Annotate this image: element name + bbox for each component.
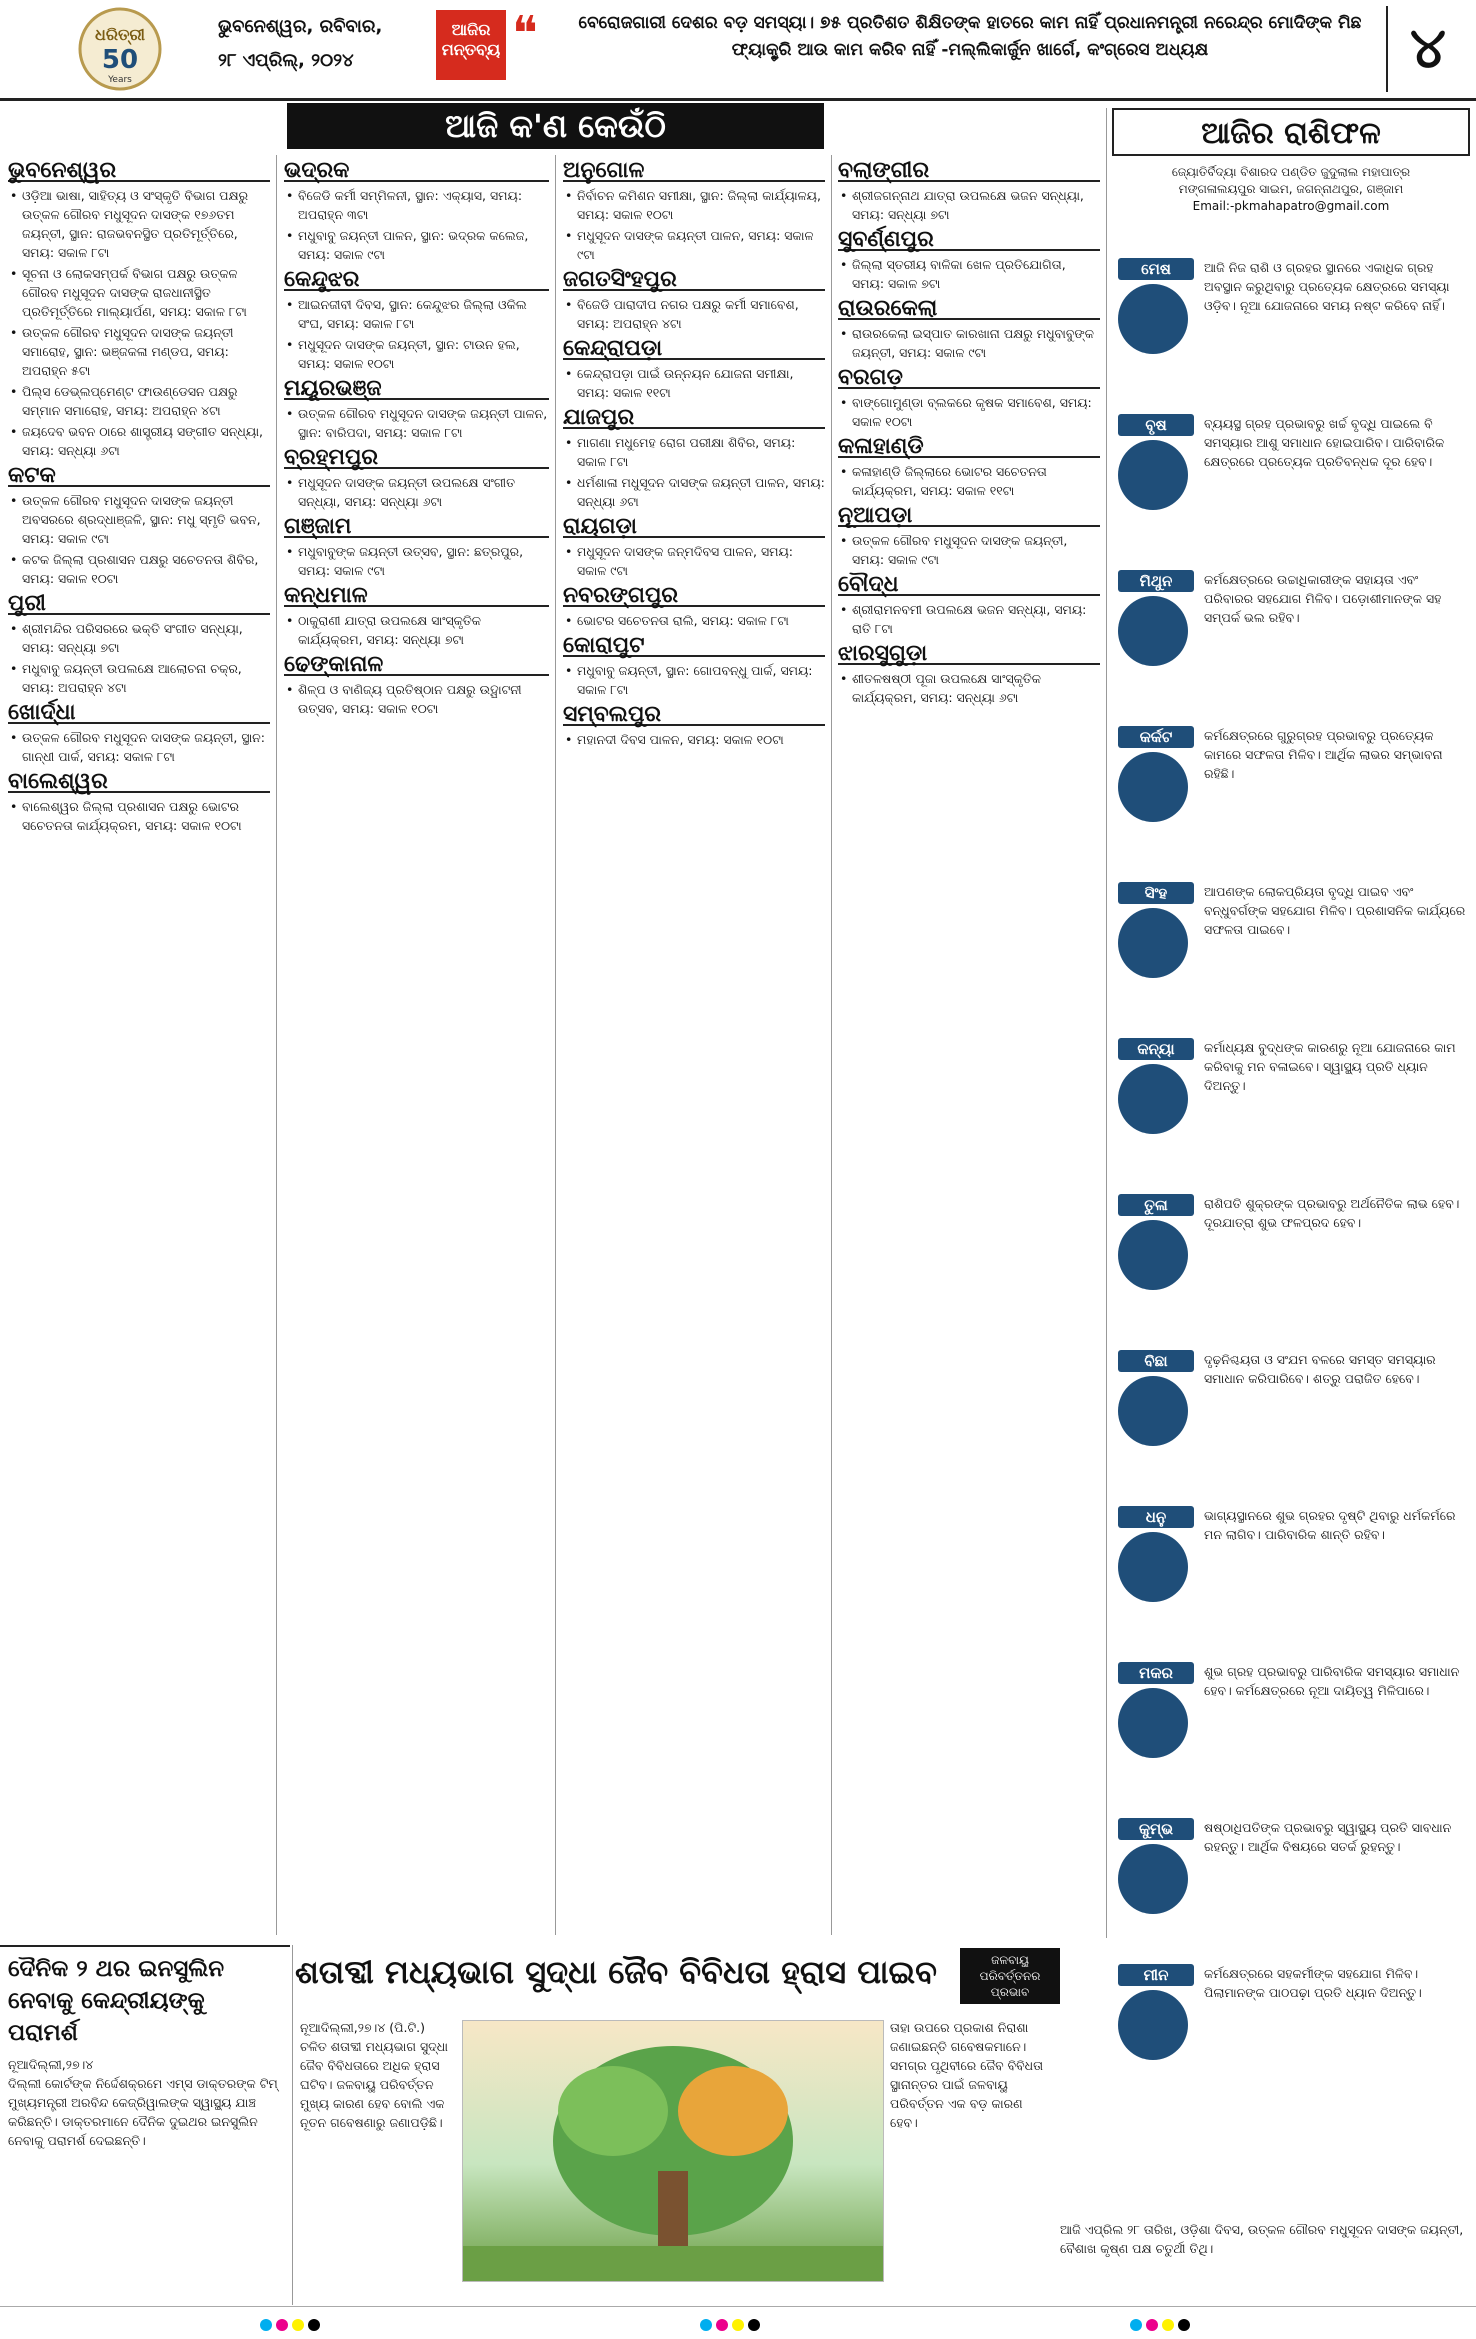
district-heading: ନବରଙ୍ଗପୁର	[563, 586, 825, 607]
health-dateline: ନୂଆଦିଲ୍ଲୀ,୨୭।୪	[8, 2057, 94, 2072]
rashi-entry	[1112, 1506, 1470, 1636]
event-item: • ଉତ୍କଳ ଗୌରବ ମଧୁସୂଦନ ଦାସଙ୍କ ଜୟନ୍ତୀ ଅବସରରେ ଶ୍ରଦ୍ଧାଞ୍ଜଳି, ସ୍ଥାନ: ମଧୁ ସ୍ମୃତି ଭବନ, ସମୟ: ସକାଳ ୯ଟା	[8, 491, 270, 548]
dateline-place: ଭୁବନେଶ୍ୱର, ରବିବାର,	[218, 16, 383, 37]
astrologer-address: ମଙ୍ଗଳାଲୟପୁର ସାଇମ, ଜଗନ୍ନାଥପୁର, ଗଞ୍ଜାମ	[1178, 182, 1404, 196]
column-divider	[1106, 108, 1107, 1938]
biodiversity-illustration	[462, 2020, 884, 2282]
twins-icon	[1118, 596, 1188, 666]
masthead	[0, 0, 1476, 101]
archer-icon	[1118, 1532, 1188, 1602]
event-item: • ଭୋଟର ସଚେତନତା ରାଲି, ସମୟ: ସକାଳ ୮ଟା	[563, 611, 825, 630]
astrologer-email: Email:-pkmahapatro@gmail.com	[1192, 199, 1390, 213]
health-headline: ଦୈନିକ ୨ ଥର ଇନସୁଲିନ ନେବାକୁ କେନ୍ଦ୍ରୀୟଙ୍କୁ ପରାମର୍ଶ	[8, 1956, 225, 2046]
magenta-swatch	[1146, 2319, 1158, 2331]
rashi-name: ମିଥୁନ	[1118, 570, 1194, 592]
bull-icon	[1118, 440, 1188, 510]
event-item: • ଉତ୍କଳ ଗୌରବ ମଧୁସୂଦନ ଦାସଙ୍କ ଜୟନ୍ତୀ ପାଳନ, ସ୍ଥାନ: ବାରିପଦା, ସମୟ: ସକାଳ ୮ଟା	[284, 404, 549, 442]
district-heading: ପୁରୀ	[8, 594, 270, 615]
ram-icon	[1118, 284, 1188, 354]
district-heading: କେନ୍ଦୁଝର	[284, 270, 549, 291]
district-heading: ଗଞ୍ଜାମ	[284, 517, 549, 538]
rashi-text: କର୍ମକ୍ଷେତ୍ରରେ ସହକର୍ମୀଙ୍କ ସହଯୋଗ ମିଳିବ। ପିଲାମାନଙ୍କ ପାଠପଢ଼ା ପ୍ରତି ଧ୍ୟାନ ଦିଅନ୍ତୁ।	[1204, 1966, 1422, 2000]
fish-icon	[1118, 1990, 1188, 2060]
column-divider	[276, 155, 277, 1935]
rashi-entry	[1112, 1964, 1470, 2094]
rashi-name: କର୍କଟ	[1118, 726, 1194, 748]
event-item: • ଶ୍ରୀରାମନବମୀ ଉପଲକ୍ଷେ ଭଜନ ସନ୍ଧ୍ୟା, ସମୟ: ରାତି ୮ଟା	[838, 600, 1100, 638]
district-heading: କୋରାପୁଟ	[563, 636, 825, 657]
event-item: • ଶୀତଳଷଷ୍ଠୀ ପୂଜା ଉପଲକ୍ଷେ ସାଂସ୍କୃତିକ କାର୍ଯ୍ୟକ୍ରମ, ସମୟ: ସନ୍ଧ୍ୟା ୬ଟା	[838, 669, 1100, 707]
page-number: ୪	[1386, 6, 1468, 92]
cyan-swatch	[1130, 2319, 1142, 2331]
rashi-text: ଶୁଭ ଗ୍ରହ ପ୍ରଭାବରୁ ପାରିବାରିକ ସମସ୍ୟାର ସମାଧାନ ହେବ। କର୍ମକ୍ଷେତ୍ରରେ ନୂଆ ଦାୟିତ୍ୱ ମିଳିପାରେ।	[1204, 1664, 1460, 1698]
district-heading: ଅନୁଗୋଳ	[563, 161, 825, 182]
rashi-text: ଷଷ୍ଠାଧିପତିଙ୍କ ପ୍ରଭାବରୁ ସ୍ୱାସ୍ଥ୍ୟ ପ୍ରତି ସାବଧାନ ରହନ୍ତୁ। ଆର୍ଥିକ ବିଷୟରେ ସତର୍କ ରୁହନ୍ତୁ।	[1204, 1820, 1452, 1854]
water-bearer-icon	[1118, 1844, 1188, 1914]
rashi-name: ସିଂହ	[1118, 882, 1194, 904]
rashi-name: ମକର	[1118, 1662, 1194, 1684]
district-heading: ମୟୂରଭଞ୍ଜ	[284, 379, 549, 400]
event-item: • ବିଜେଡି କର୍ମୀ ସମ୍ମିଳନୀ, ସ୍ଥାନ: ଏକ୍ୟାସ, ସମୟ: ଅପରାହ୍ନ ୩ଟା	[284, 186, 549, 224]
event-item: • ମହାନଦୀ ଦିବସ ପାଳନ, ସମୟ: ସକାଳ ୧୦ଟା	[563, 730, 825, 749]
event-item: • ଓଡ଼ିଆ ଭାଷା, ସାହିତ୍ୟ ଓ ସଂସ୍କୃତି ବିଭାଗ ପକ୍ଷରୁ ଉତ୍କଳ ଗୌରବ ମଧୁସୂଦନ ଦାସଙ୍କ ୧୭୬ତମ ଜୟନ୍ତୀ, ସ୍ଥାନ: ରାଜଭବନସ୍ଥିତ ପ୍ରତିମୂର୍ତ୍ତିରେ, ସମୟ: ସକାଳ ୮ଟା	[8, 186, 270, 262]
district-heading: ସୁବର୍ଣ୍ଣପୁର	[838, 230, 1100, 251]
event-item: • ସୂଚନା ଓ ଲୋକସମ୍ପର୍କ ବିଭାଗ ପକ୍ଷରୁ ଉତ୍କଳ ଗୌରବ ମଧୁସୂଦନ ଦାସଙ୍କ ରାଜଧାନୀସ୍ଥିତ ପ୍ରତିମୂର୍ତ୍ତିରେ ମାଲ୍ୟାର୍ପଣ, ସମୟ: ସକାଳ ୮ଟା	[8, 264, 270, 321]
rashi-entry	[1112, 1350, 1470, 1480]
rashi-text: ରାଶିପତି ଶୁକ୍ରଙ୍କ ପ୍ରଭାବରୁ ଅର୍ଥନୈତିକ ଲାଭ ହେବ। ଦୂରଯାତ୍ରା ଶୁଭ ଫଳପ୍ରଦ ହେବ।	[1204, 1196, 1460, 1230]
rashi-name: ଧନୁ	[1118, 1506, 1194, 1528]
event-item: • ମଧୁବାବୁ ଜୟନ୍ତୀ ଉପଲକ୍ଷେ ଆଲୋଚନା ଚକ୍ର, ସମୟ: ଅପରାହ୍ନ ୪ଟା	[8, 659, 270, 697]
horoscope-byline	[1112, 164, 1470, 215]
scales-icon	[1118, 1220, 1188, 1290]
rashi-name: ମେଷ	[1118, 258, 1194, 280]
rashi-text: ଆଜି ନିଜ ରାଶି ଓ ଗ୍ରହର ସ୍ଥାନରେ ଏକାଧିକ ଗ୍ରହ ଅବସ୍ଥାନ କରୁଥିବାରୁ ପ୍ରତ୍ୟେକ କ୍ଷେତ୍ରରେ ସମସ୍ୟା ଓଡ଼ିବ। ନୂଆ ଯୋଜନାରେ ସମୟ ନଷ୍ଟ କରିବେ ନାହିଁ।	[1204, 260, 1450, 313]
event-item: • ମଧୁବାବୁ ଜୟନ୍ତୀ, ସ୍ଥାନ: ଗୋପବନ୍ଧୁ ପାର୍କ, ସମୟ: ସକାଳ ୮ଟା	[563, 661, 825, 699]
district-heading: ଭୁବନେଶ୍ୱର	[8, 161, 270, 182]
district-heading: ବରଗଡ଼	[838, 368, 1100, 389]
dateline	[218, 10, 428, 78]
event-item: • ଠାକୁରାଣୀ ଯାତ୍ରା ଉପଲକ୍ଷେ ସାଂସ୍କୃତିକ କାର୍ଯ୍ୟକ୍ରମ, ସମୟ: ସନ୍ଧ୍ୟା ୭ଟା	[284, 611, 549, 649]
event-item: • ଶିଳ୍ପ ଓ ବାଣିଜ୍ୟ ପ୍ରତିଷ୍ଠାନ ପକ୍ଷରୁ ଉଦ୍ଘାଟନୀ ଉତ୍ସବ, ସମୟ: ସକାଳ ୧୦ଟା	[284, 680, 549, 718]
column-1	[8, 155, 270, 1935]
event-item: • ଉତ୍କଳ ଗୌରବ ମଧୁସୂଦନ ଦାସଙ୍କ ଜୟନ୍ତୀ ସମାରୋହ, ସ୍ଥାନ: ଭଞ୍ଜକଳା ମଣ୍ଡପ, ସମୟ: ଅପରାହ୍ନ ୫ଟା	[8, 323, 270, 380]
quote-badge: ଆଜିର ମନ୍ତବ୍ୟ	[436, 10, 506, 80]
district-heading: ବୌଦ୍ଧ	[838, 575, 1100, 596]
svg-text:ଧରିତ୍ରୀ: ଧରିତ୍ରୀ	[95, 25, 145, 44]
quote-mark-icon: ❝	[512, 6, 538, 62]
section-banner: ଆଜି କ'ଣ କେଉଁଠି	[287, 103, 824, 149]
yellow-swatch	[1162, 2319, 1174, 2331]
event-item: • ଜୟଦେବ ଭବନ ଠାରେ ଶାସ୍ତ୍ରୀୟ ସଙ୍ଗୀତ ସନ୍ଧ୍ୟା, ସମୟ: ସନ୍ଧ୍ୟା ୬ଟା	[8, 422, 270, 460]
district-heading: ବଲାଙ୍ଗୀର	[838, 161, 1100, 182]
astrologer-name: ଜ୍ୟୋତିର୍ବିଦ୍ୟା ବିଶାରଦ ପଣ୍ଡିତ ଜୁଦୁଲାଲ ମହାପାତ୍ର	[1171, 165, 1411, 179]
district-heading: ବ୍ରହ୍ମପୁର	[284, 448, 549, 469]
district-heading: ସମ୍ବଲପୁର	[563, 705, 825, 726]
rashi-text: କର୍ମାଧ୍ୟକ୍ଷ ବୁଦ୍ଧଙ୍କ କାରଣରୁ ନୂଆ ଯୋଜନାରେ କାମ କରିବାକୁ ମନ ବଳାଇବେ। ସ୍ୱାସ୍ଥ୍ୟ ପ୍ରତି ଧ୍ୟାନ ଦିଅନ୍ତୁ।	[1204, 1040, 1456, 1093]
feature-headline: ଶତାବ୍ଦୀ ମଧ୍ୟଭାଗ ସୁଦ୍ଧା ଜୈବ ବିବିଧତା ହ୍ରାସ ପାଇବ	[295, 1953, 937, 1991]
feature-tag: ଜଳବାୟୁ ପରିବର୍ତ୍ତନର ପ୍ରଭାବ	[960, 1948, 1060, 2004]
rashi-name: କୁମ୍ଭ	[1118, 1818, 1194, 1840]
district-heading: ଜଗତସିଂହପୁର	[563, 270, 825, 291]
event-item: • କେନ୍ଦ୍ରାପଡ଼ା ପାଇଁ ଉନ୍ନୟନ ଯୋଜନା ସମୀକ୍ଷା, ସମୟ: ସକାଳ ୧୧ଟା	[563, 364, 825, 402]
district-heading: ଖୋର୍ଦ୍ଧା	[8, 703, 270, 724]
district-heading: ନୂଆପଡ଼ା	[838, 506, 1100, 527]
cyan-swatch	[260, 2319, 272, 2331]
svg-text:50: 50	[101, 45, 139, 75]
print-registration-bar	[0, 2306, 1476, 2339]
event-item: • ରାଉରକେଲା ଇସ୍ପାତ କାରଖାନା ପକ୍ଷରୁ ମଧୁବାବୁଙ୍କ ଜୟନ୍ତୀ, ସମୟ: ସକାଳ ୯ଟା	[838, 324, 1100, 362]
feature-right-column	[890, 2018, 1050, 2303]
black-swatch	[308, 2319, 320, 2331]
district-heading: କନ୍ଧମାଳ	[284, 586, 549, 607]
lion-icon	[1118, 908, 1188, 978]
event-item: • କଟକ ଜିଲ୍ଲା ପ୍ରଶାସନ ପକ୍ଷରୁ ସଚେତନତା ଶିବିର, ସମୟ: ସକାଳ ୧୦ଟା	[8, 550, 270, 588]
event-item: • ମାଗଣା ମଧୁମେହ ରୋଗ ପରୀକ୍ଷା ଶିବିର, ସମୟ: ସକାଳ ୮ଟା	[563, 433, 825, 471]
feature-text-left: ଚଳିତ ଶତାବ୍ଦୀ ମଧ୍ୟଭାଗ ସୁଦ୍ଧା ଜୈବ ବିବିଧତାରେ ଅଧିକ ହ୍ରାସ ଘଟିବ। ଜଳବାୟୁ ପରିବର୍ତ୍ତନ ମୁଖ୍ୟ କାରଣ ହେବ ବୋଲି ଏକ ନୂତନ ଗବେଷଣାରୁ ଜଣାପଡ଼ିଛି।	[300, 2039, 449, 2130]
event-item: • ଶ୍ରୀମନ୍ଦିର ପରିସରରେ ଭକ୍ତି ସଂଗୀତ ସନ୍ଧ୍ୟା, ସମୟ: ସନ୍ଧ୍ୟା ୭ଟା	[8, 619, 270, 657]
rashi-entry	[1112, 258, 1470, 388]
event-item: • ଜିଲ୍ଲା ସ୍ତରୀୟ ବାଳିକା ଖେଳ ପ୍ରତିଯୋଗିତା, ସମୟ: ସକାଳ ୭ଟା	[838, 255, 1100, 293]
column-divider	[555, 155, 556, 1935]
event-item: • ମଧୁବାବୁଙ୍କ ଜୟନ୍ତୀ ଉତ୍ସବ, ସ୍ଥାନ: ଛତ୍ରପୁର, ସମୟ: ସକାଳ ୯ଟା	[284, 542, 549, 580]
magenta-swatch	[716, 2319, 728, 2331]
anniversary-logo	[40, 6, 200, 92]
goat-icon	[1118, 1688, 1188, 1758]
rashi-name: ବିଛା	[1118, 1350, 1194, 1372]
day-info: ଆଜି ଏପ୍ରିଲ ୨୮ ତାରିଖ, ଓଡ଼ିଶା ଦିବସ, ଉତ୍କଳ ଗୌରବ ମଧୁସୂଦନ ଦାସଙ୍କ ଜୟନ୍ତୀ, ବୈଶାଖ କୃଷ୍ଣ ପକ୍ଷ ଚତୁର୍ଥୀ ତିଥି।	[1060, 2222, 1464, 2256]
event-item: • ମଧୁସୂଦନ ଦାସଙ୍କ ଜୟନ୍ତୀ ଉପଲକ୍ଷେ ସଂଗୀତ ସନ୍ଧ୍ୟା, ସମୟ: ସନ୍ଧ୍ୟା ୬ଟା	[284, 473, 549, 511]
event-item: • ଶ୍ରୀଜଗନ୍ନାଥ ଯାତ୍ରା ଉପଲକ୍ଷେ ଭଜନ ସନ୍ଧ୍ୟା, ସମୟ: ସନ୍ଧ୍ୟା ୭ଟା	[838, 186, 1100, 224]
rashi-text: ଦୃଢ଼ନିଶ୍ଚୟତା ଓ ସଂଯମ ବଳରେ ସମସ୍ତ ସମସ୍ୟାର ସମାଧାନ କରିପାରିବେ। ଶତ୍ରୁ ପରାଜିତ ହେବେ।	[1204, 1352, 1436, 1386]
rashi-text: ଭାଗ୍ୟସ୍ଥାନରେ ଶୁଭ ଗ୍ରହର ଦୃଷ୍ଟି ଥିବାରୁ ଧର୍ମକର୍ମରେ ମନ ଲାଗିବ। ପାରିବାରିକ ଶାନ୍ତି ରହିବ।	[1204, 1508, 1456, 1542]
cyan-swatch	[700, 2319, 712, 2331]
district-heading: କେନ୍ଦ୍ରାପଡ଼ା	[563, 339, 825, 360]
column-divider	[292, 1945, 293, 2305]
column-3	[563, 155, 825, 1935]
earth-tree-icon	[463, 2021, 883, 2281]
event-item: • ବାଲେଶ୍ୱର ଜିଲ୍ଲା ପ୍ରଶାସନ ପକ୍ଷରୁ ଭୋଟର ସଚେତନତା କାର୍ଯ୍ୟକ୍ରମ, ସମୟ: ସକାଳ ୧୦ଟା	[8, 797, 270, 835]
event-item: • ମଧୁବାବୁ ଜୟନ୍ତୀ ପାଳନ, ସ୍ଥାନ: ଭଦ୍ରକ କଲେଜ, ସମୟ: ସକାଳ ୯ଟା	[284, 226, 549, 264]
event-item: • ନିର୍ବାଚନ କମିଶନ ସମୀକ୍ଷା, ସ୍ଥାନ: ଜିଲ୍ଲା କାର୍ଯ୍ୟାଳୟ, ସମୟ: ସକାଳ ୧୦ଟା	[563, 186, 825, 224]
event-item: • ଆଇନଜୀବୀ ଦିବସ, ସ୍ଥାନ: କେନ୍ଦୁଝର ଜିଲ୍ଲା ଓକିଲ ସଂଘ, ସମୟ: ସକାଳ ୮ଟା	[284, 295, 549, 333]
district-heading: ରାଉରକେଲା	[838, 299, 1100, 320]
rashi-name: କନ୍ୟା	[1118, 1038, 1194, 1060]
district-heading: ଯାଜପୁର	[563, 408, 825, 429]
rashi-entry	[1112, 414, 1470, 544]
maiden-icon	[1118, 1064, 1188, 1134]
horoscope-heading: ଆଜିର ରାଶିଫଳ	[1112, 108, 1470, 156]
district-heading: ରାୟଗଡ଼ା	[563, 517, 825, 538]
rashi-name: ମୀନ	[1118, 1964, 1194, 1986]
rashi-entry	[1112, 1662, 1470, 1792]
event-item: • ମଧୁସୂଦନ ଦାସଙ୍କ ଜୟନ୍ତୀ ପାଳନ, ସମୟ: ସକାଳ ୯ଟା	[563, 226, 825, 264]
event-item: • ବାଙ୍ଗୋମୁଣ୍ଡା ବ୍ଲକରେ କୃଷକ ସମାବେଶ, ସମୟ: ସକାଳ ୧୦ଟା	[838, 393, 1100, 431]
rashi-entry	[1112, 1194, 1470, 1324]
rashi-entry	[1112, 570, 1470, 700]
svg-text:Years: Years	[108, 75, 132, 85]
event-item: • ଉତ୍କଳ ଗୌରବ ମଧୁସୂଦନ ଦାସଙ୍କ ଜୟନ୍ତୀ, ସ୍ଥାନ: ଗାନ୍ଧୀ ପାର୍କ, ସମୟ: ସକାଳ ୮ଟା	[8, 728, 270, 766]
event-item: • ଧର୍ମଶାଳା ମଧୁସୂଦନ ଦାସଙ୍କ ଜୟନ୍ତୀ ପାଳନ, ସମୟ: ସନ୍ଧ୍ୟା ୬ଟା	[563, 473, 825, 511]
rashi-text: ବ୍ୟୟସ୍ଥ ଗ୍ରହ ପ୍ରଭାବରୁ ଖର୍ଚ୍ଚ ବୃଦ୍ଧି ପାଇଲେ ବି ସମସ୍ୟାର ଆଶୁ ସମାଧାନ ହୋଇପାରିବ। ପାରିବାରିକ କ୍ଷେତ୍ରରେ ପ୍ରତ୍ୟେକ ପ୍ରତିବନ୍ଧକ ଦୂର ହେବ।	[1204, 416, 1445, 469]
district-heading: ଢେଙ୍କାନାଳ	[284, 655, 549, 676]
rashi-entry	[1112, 726, 1470, 856]
district-heading: ବାଲେଶ୍ୱର	[8, 772, 270, 793]
event-item: • ମଧୁସୂଦନ ଦାସଙ୍କ ଜୟନ୍ତୀ, ସ୍ଥାନ: ଟାଉନ ହଲ, ସମୟ: ସକାଳ ୧୦ଟା	[284, 335, 549, 373]
yellow-swatch	[292, 2319, 304, 2331]
rashi-text: କର୍ମକ୍ଷେତ୍ରରେ ଉଚ୍ଚାଧିକାରୀଙ୍କ ସହାୟତା ଏବଂ ପରିବାରର ସହଯୋଗ ମିଳିବ। ପଡ଼ୋଶୀମାନଙ୍କ ସହ ସମ୍ପର୍କ ଭଲ ରହିବ।	[1204, 572, 1442, 625]
district-heading: ଭଦ୍ରକ	[284, 161, 549, 182]
rashi-text: କର୍ମକ୍ଷେତ୍ରରେ ଗୁରୁଗ୍ରହ ପ୍ରଭାବରୁ ପ୍ରତ୍ୟେକ କାମରେ ସଫଳତା ମିଳିବ। ଆର୍ଥିକ ଲାଭର ସମ୍ଭାବନା ରହିଛି।	[1204, 728, 1443, 781]
black-swatch	[1178, 2319, 1190, 2331]
column-2	[284, 155, 549, 1935]
district-heading: କଟକ	[8, 466, 270, 487]
yellow-swatch	[732, 2319, 744, 2331]
rashi-entry	[1112, 1038, 1470, 1168]
magenta-swatch	[276, 2319, 288, 2331]
dateline-date: ୨୮ ଏପ୍ରିଲ୍, ୨୦୨୪	[218, 50, 354, 71]
district-heading: କଳାହାଣ୍ଡି	[838, 437, 1100, 458]
district-heading: ଝାରସୁଗୁଡ଼ା	[838, 644, 1100, 665]
rashi-text: ଆପଣଙ୍କ ଲୋକପ୍ରିୟତା ବୃଦ୍ଧି ପାଇବ ଏବଂ ବନ୍ଧୁବର୍ଗଙ୍କ ସହଯୋଗ ମିଳିବ। ପ୍ରଶାସନିକ କାର୍ଯ୍ୟରେ ସଫଳତା ପାଇବେ।	[1204, 884, 1466, 937]
event-item: • ଉତ୍କଳ ଗୌରବ ମଧୁସୂଦନ ଦାସଙ୍କ ଜୟନ୍ତୀ, ସମୟ: ସକାଳ ୯ଟା	[838, 531, 1100, 569]
event-item: • ପିଲ୍ସ ଡେଭ୍‌ଲପ୍‌ମେଣ୍ଟ ଫାଉଣ୍ଡେସନ ପକ୍ଷରୁ ସମ୍ମାନ ସମାରୋହ, ସମୟ: ଅପରାହ୍ନ ୪ଟା	[8, 382, 270, 420]
scorpion-icon	[1118, 1376, 1188, 1446]
rashi-name: ତୁଳା	[1118, 1194, 1194, 1216]
quote-of-day: ବେରୋଜଗାରୀ ଦେଶର ବଡ଼ ସମସ୍ୟା। ୭୫ ପ୍ରତିଶତ ଶିକ୍ଷିତଙ୍କ ହାତରେ କାମ ନାହିଁ ପ୍ରଧାନମନ୍ତ୍ରୀ ନରେନ୍ଦ୍ର ମୋଦିଙ୍କ ମିଛ ଫ୍ୟାକ୍ଟ୍ରି ଆଉ କାମ କରିବ ନାହିଁ -ମଲ୍ଲିକାର୍ଜୁନ ଖାର୍ଗେ, କଂଗ୍ରେସ ଅଧ୍ୟକ୍ଷ	[578, 13, 1362, 60]
feature-left-column	[300, 2018, 455, 2303]
column-divider	[831, 155, 832, 1935]
rashi-name: ବୃଷ	[1118, 414, 1194, 436]
feature-dateline: ନୂଆଦିଲ୍ଲୀ,୨୭।୪ (ପି.ଟି.)	[300, 2020, 425, 2035]
rashi-entry	[1112, 882, 1470, 1012]
event-item: • ମଧୁସୂଦନ ଦାସଙ୍କ ଜନ୍ମଦିବସ ପାଳନ, ସମୟ: ସକାଳ ୯ଟା	[563, 542, 825, 580]
black-swatch	[748, 2319, 760, 2331]
health-body: ଦିଲ୍ଲୀ କୋର୍ଟଙ୍କ ନିର୍ଦ୍ଦେଶକ୍ରମେ ଏମ୍ସ ଡାକ୍ତରଙ୍କ ଟିମ୍ ମୁଖ୍ୟମନ୍ତ୍ରୀ ଅରବିନ୍ଦ କେଜ୍ରିୱାଲଙ୍କ ସ୍ୱାସ୍ଥ୍ୟ ଯାଞ୍ଚ କରିଛନ୍ତି। ଡାକ୍ତରମାନେ ଦୈନିକ ଦୁଇଥର ଇନସୁଲିନ ନେବାକୁ ପରାମର୍ଶ ଦେଇଛନ୍ତି।	[8, 2076, 278, 2148]
event-item: • କଳାହାଣ୍ଡି ଜିଲ୍ଲାରେ ଭୋଟର ସଚେତନତା କାର୍ଯ୍ୟକ୍ରମ, ସମୟ: ସକାଳ ୧୧ଟା	[838, 462, 1100, 500]
event-item: • ବିଜେଡି ପାରାଦୀପ ନଗର ପକ୍ଷରୁ କର୍ମୀ ସମାବେଶ, ସମୟ: ଅପରାହ୍ନ ୪ଟା	[563, 295, 825, 333]
rashi-entry	[1112, 1818, 1470, 1938]
column-4	[838, 155, 1100, 1935]
feature-text-right: ତାହା ଉପରେ ପ୍ରକାଶ ନିରାଶା ଜଣାଇଛନ୍ତି ଗବେଷକମାନେ। ସମଗ୍ର ପୃଥିବୀରେ ଜୈବ ବିବିଧତା ସ୍ଥାନାନ୍ତର ପାଇଁ ଜଳବାୟୁ ପରିବର୍ତ୍ତନ ଏକ ବଡ଼ କାରଣ ହେବ।	[890, 2020, 1044, 2130]
crab-icon	[1118, 752, 1188, 822]
health-story	[0, 1945, 290, 2217]
